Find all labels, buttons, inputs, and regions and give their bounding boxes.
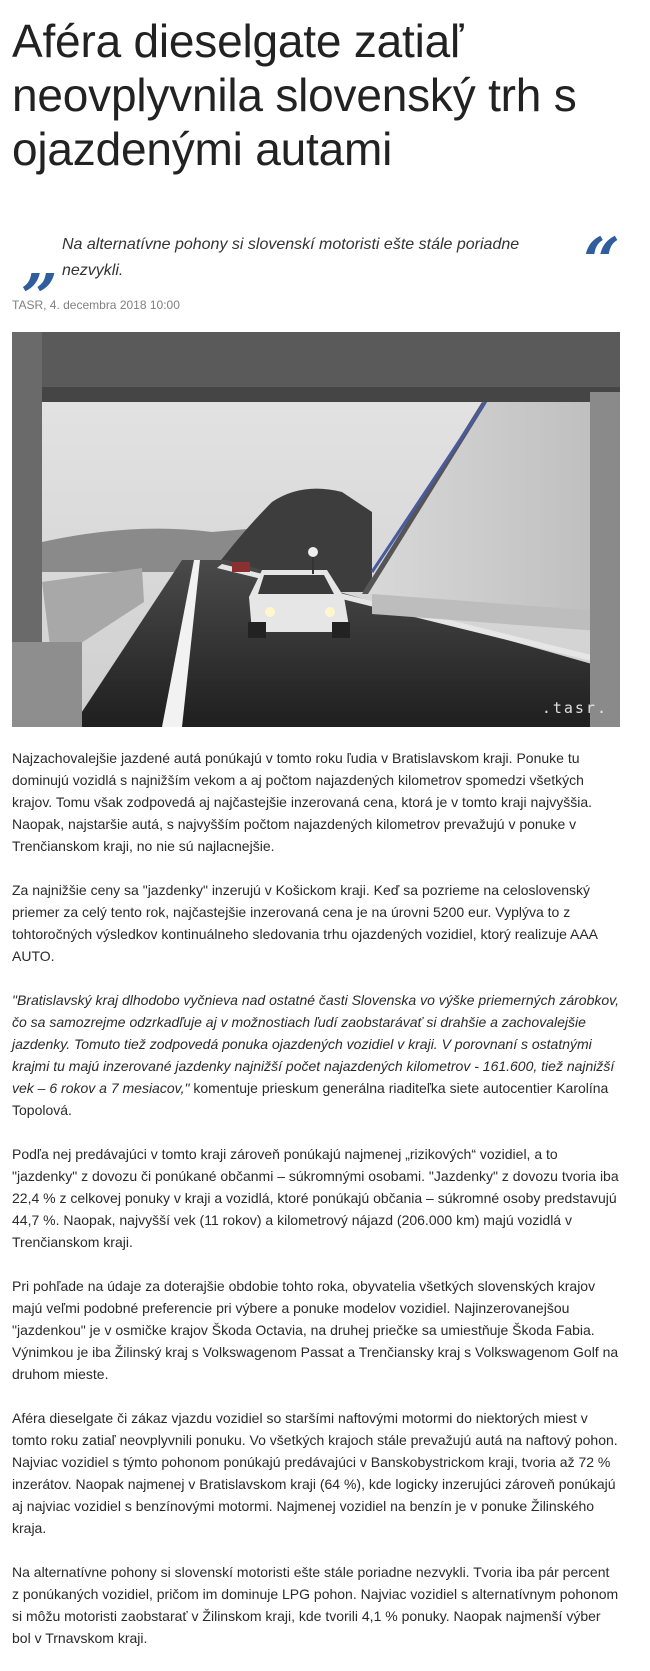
quote-open-icon: „ bbox=[22, 224, 59, 299]
paragraph: Aféra dieselgate či zákaz vjazdu vozidiel so staršími naftovými motormi do niektorých miest v tomto roku zatiaľ neovplyvnili ponuku. Vo všetkých krajoch stále prevažujú autá na naftový pohon. Najviac vozidiel s týmto pohonom ponúkajú predávajúci v Banskobystrickom kraji, tvoria až 72 % inzerátov. Naopak najmenej v Bratislavskom kraji (64 %), kde logicky inzerujúci zároveň ponúkajú aj najviac vozidiel s benzínovými motormi. Najmenej vozidiel na benzín je v ponuke Žilinského kraja. bbox=[12, 1410, 618, 1536]
lead-text: Na alternatívne pohony si slovenskí motoristi ešte stále poriadne nezvykli. bbox=[62, 236, 520, 279]
quote-paragraph bbox=[12, 989, 620, 1121]
quote-attribution: komentuje prieskum generálna riaditeľka siete autocentier Karolína Topolová. bbox=[12, 1080, 609, 1118]
lead-quote bbox=[12, 224, 620, 299]
paragraph: Pri pohľade na údaje za doterajšie obdobie tohto roka, obyvatelia všetkých slovenských krajov majú veľmi podobné preferencie pri výbere a ponuke modelov vozidiel. Najinzerovanejšou "jazdenkou" je v osmičke krajov Škoda Octavia, na druhej priečke sa umiestňuje Škoda Fabia. Výnimkou je iba Žilinský kraj s Volkswagenom Passat a Trenčiansky kraj s Volkswagenom Golf na druhom mieste. bbox=[12, 1278, 619, 1382]
article-body bbox=[12, 747, 620, 1671]
photo-illustration bbox=[12, 332, 620, 727]
article-meta: TASR, 4. decembra 2018 10:00 bbox=[12, 298, 180, 312]
paragraph: Podľa nej predávajúci v tomto kraji zároveň ponúkajú najmenej „rizikových“ vozidiel, a to "jazdenky" z dovozu či ponúkané občanmi – súkromnými osobami. "Jazdenky" z dovozu tvoria iba 22,4 % z celkovej ponuky v kraji a vozidlá, ktoré ponúkajú občania – súkromné osoby predstavujú 44,7 %. Naopak, najvyšší vek (11 rokov) a kilometrový nájazd (206.000 km) majú vozidlá v Trenčianskom kraji. bbox=[12, 1146, 619, 1250]
photo-watermark: .tasr. bbox=[541, 699, 608, 717]
paragraph: Najzachovalejšie jazdené autá ponúkajú v tomto roku ľudia v Bratislavskom kraji. Ponuke tu dominujú vozidlá s najnižším vekom a aj počtom najazdených kilometrov spomedzi všetkých krajov. Tomu však zodpovedá aj najčastejšie inzerovaná cena, ktorá je v tomto kraji najvyššia. Naopak, najstaršie autá, s najvyšším počtom najazdených kilometrov prevažujú v ponuke v Trenčianskom kraji, no nie sú najlacnejšie. bbox=[12, 750, 592, 854]
article-title: Aféra dieselgate zatiaľ neovplyvnila slovenský trh s ojazdenými autami bbox=[12, 15, 577, 175]
quote-text: "Bratislavský kraj dlhodobo vyčnieva nad ostatné časti Slovenska vo výške priemerných zárobkov, čo sa samozrejme odzrkadľuje aj v možnostiach ľudí zaobstarávať si drahšie a zachovalejšie jazdenky. Tomuto tiež zodpovedá ponuka ojazdených vozidiel v kraji. V porovnaní s ostatnými krajmi tu majú inzerované jazdenky najnižší počet najazdených kilometrov - 161.600, tiež najnižší vek – 6 rokov a 7 mesiacov," bbox=[12, 992, 619, 1096]
paragraph: Za najnižšie ceny sa "jazdenky" inzerujú v Košickom kraji. Keď sa pozrieme na celoslovenský priemer za celý tento rok, najčastejšie inzerovaná cena je na úrovni 5200 eur. Vyplýva to z tohtoročných výsledkov kontinuálneho sledovania trhu ojazdených vozidiel, ktorý realizuje AAA AUTO. bbox=[12, 882, 598, 964]
quote-close-icon: “ bbox=[583, 224, 620, 299]
paragraph: Na alternatívne pohony si slovenskí motoristi ešte stále poriadne nezvykli. Tvoria iba pár percent z ponúkaných vozidiel, pričom im dominuje LPG pohon. Najviac vozidiel s alternatívnym pohonom si môžu motoristi zaobstarať v Žilinskom kraji, kde tvorili 4,1 % ponuky. Naopak najmenší výber bol v Trnavskom kraji. bbox=[12, 1564, 619, 1646]
article-photo[interactable] bbox=[12, 332, 620, 727]
